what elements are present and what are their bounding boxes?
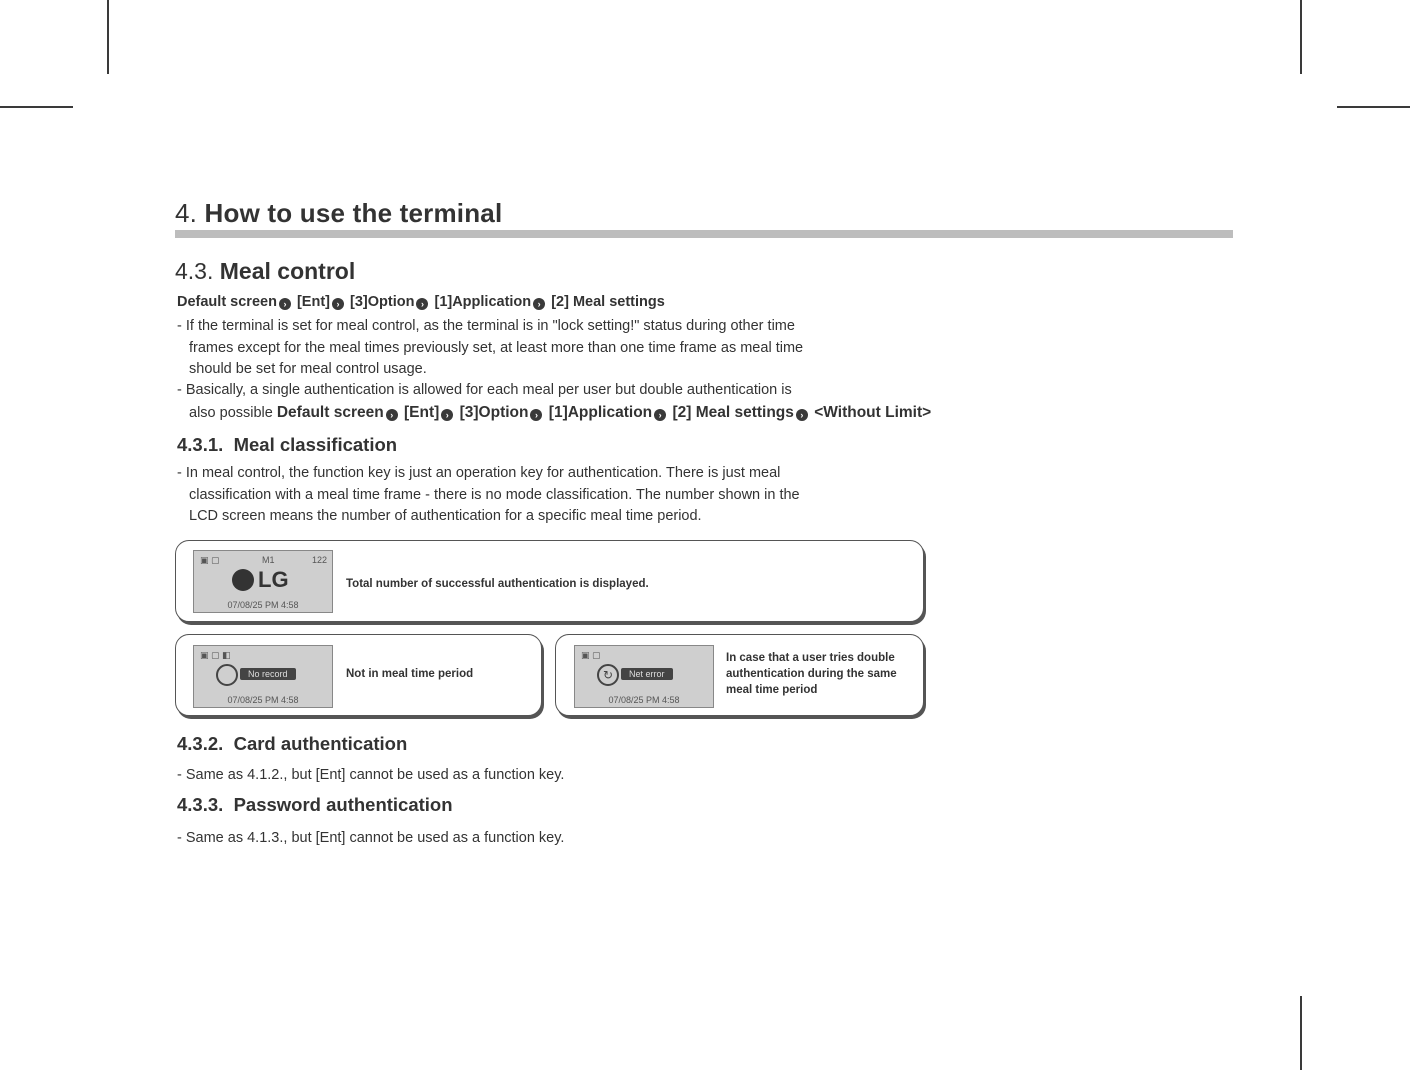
intro-line-with-path (177, 402, 931, 425)
body-line: - In meal control, the function key is just an operation key for authentication. There is just meal (177, 465, 781, 481)
lg-logo-text: LG (258, 567, 289, 592)
section-number: 4. (175, 198, 198, 228)
lcd-status-bar (200, 555, 328, 566)
meal-classification-text (177, 463, 800, 528)
intro-line: should be set for meal control usage. (189, 361, 427, 377)
heading-number: 4.3.2. (177, 733, 224, 754)
lcd-date: 07/08/25 PM 4:58 (608, 695, 680, 705)
no-entry-icon (216, 664, 238, 686)
arrow-right-icon: › (441, 409, 453, 421)
arrow-right-icon: › (416, 298, 428, 310)
body-line: classification with a meal time frame - there is no mode classification. The number shown in the (189, 486, 800, 503)
arrow-right-icon: › (386, 409, 398, 421)
crop-mark-bottom-right-v (1300, 996, 1302, 1070)
intro-line: frames except for the meal times previously set, at least more than one time frame as meal time (189, 339, 804, 356)
caption-1: Total number of successful authentication is displayed. (346, 578, 649, 590)
lg-logo-icon (232, 569, 254, 591)
body-line: LCD screen means the number of authentication for a specific meal time period. (189, 508, 702, 524)
subsection-title: Meal control (219, 258, 356, 284)
path-default-screen: Default screen (276, 403, 384, 421)
heading-title: Password authentication (233, 794, 453, 815)
caption-line: In case that a user tries double (726, 652, 895, 664)
section-heading (175, 198, 502, 229)
path-meal-settings: [2] Meal settings (672, 403, 794, 421)
intro-paragraph-2 (177, 380, 931, 424)
meal-mode: M1 (262, 555, 275, 565)
arrow-right-icon: › (332, 298, 344, 310)
arrow-right-icon: › (533, 298, 545, 310)
intro-line: - If the terminal is set for meal control, as the terminal is in "lock setting!" status during other time (177, 318, 795, 334)
heading-number: 4.3.1. (177, 434, 224, 455)
heading-4-3-2 (177, 733, 407, 755)
heading-rule (175, 230, 1233, 238)
net-error-badge: Net error (621, 668, 673, 680)
path-without-limit: <Without Limit> (814, 403, 932, 421)
lcd-screen-no-record (193, 645, 333, 708)
caption-3 (726, 650, 897, 698)
crop-mark-top-left-h (0, 106, 73, 108)
arrow-right-icon: › (530, 409, 542, 421)
crop-mark-top-left-v (107, 0, 109, 74)
section-title: How to use the terminal (204, 198, 503, 228)
password-auth-text: - Same as 4.1.3., but [Ent] cannot be used as a function key. (177, 830, 565, 846)
path-default-screen: Default screen (177, 294, 277, 310)
heading-4-3-3 (177, 794, 453, 816)
path-ent: [Ent] (296, 294, 330, 310)
arrow-right-icon: › (654, 409, 666, 421)
status-icons: ▣ ▢ ◧ (200, 650, 231, 660)
path-application: [1]Application (548, 403, 653, 421)
lcd-screen-main (193, 550, 333, 613)
path-application: [1]Application (434, 294, 532, 310)
path-ent: [Ent] (404, 403, 440, 421)
intro-line: - Basically, a single authentication is allowed for each meal per user but double authentication is (177, 382, 792, 398)
heading-title: Meal classification (233, 434, 398, 455)
status-icons: ▣ ▢ (200, 555, 220, 565)
heading-4-3-1 (177, 434, 397, 456)
crop-mark-top-right-h (1337, 106, 1410, 108)
lcd-example-box-3 (555, 634, 924, 716)
heading-number: 4.3.3. (177, 794, 224, 815)
caption-line: authentication during the same (726, 668, 897, 680)
status-icons: ▣ ▢ (581, 650, 601, 660)
subsection-number: 4.3. (175, 258, 214, 284)
arrow-right-icon: › (279, 298, 291, 310)
lcd-date: 07/08/25 PM 4:58 (227, 695, 299, 705)
path-option: [3]Option (350, 294, 415, 310)
refresh-icon: ↻ (597, 664, 619, 686)
card-auth-text: - Same as 4.1.2., but [Ent] cannot be used as a function key. (177, 767, 565, 783)
caption-2: Not in meal time period (346, 668, 474, 680)
no-record-badge: No record (240, 668, 296, 680)
path-meal-settings: [2] Meal settings (551, 294, 665, 310)
intro-paragraph-1 (177, 316, 803, 381)
menu-path-inline (277, 404, 931, 421)
crop-mark-top-right-v (1300, 0, 1302, 74)
lcd-date: 07/08/25 PM 4:58 (227, 600, 299, 610)
heading-title: Card authentication (233, 733, 408, 754)
path-option: [3]Option (459, 403, 529, 421)
lcd-screen-net-error (574, 645, 714, 708)
intro-line: also possible (189, 404, 273, 421)
lcd-example-box-1 (175, 540, 924, 622)
auth-count: 122 (312, 555, 328, 565)
menu-path (177, 294, 665, 310)
lcd-example-box-2 (175, 634, 542, 716)
caption-line: meal time period (726, 684, 818, 696)
arrow-right-icon: › (796, 409, 808, 421)
subsection-heading (175, 258, 355, 285)
